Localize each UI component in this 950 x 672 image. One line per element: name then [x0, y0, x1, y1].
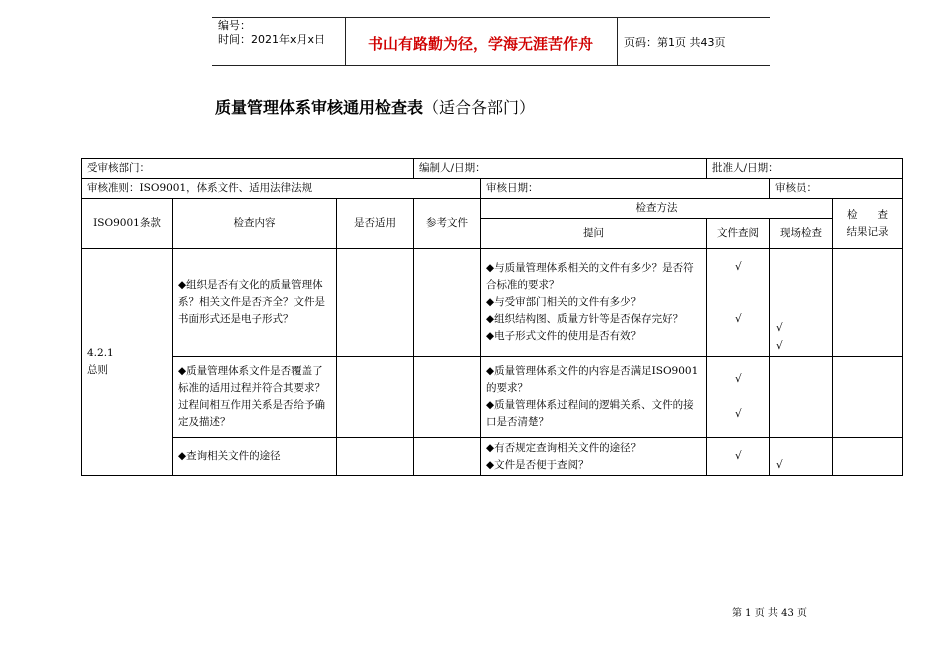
check-mark: [735, 294, 764, 312]
col-header-method: 检查方法: [481, 199, 833, 219]
question-cell: [481, 249, 707, 357]
clause-cell: [82, 249, 173, 476]
result-cell: [833, 249, 903, 357]
col-header-onsite: 现场检查: [770, 219, 833, 249]
audit-date-cell: 审核日期：: [481, 179, 770, 199]
check-content-cell: ◆查询相关文件的途径: [173, 438, 337, 476]
col-header-result-line1: 检 查: [847, 208, 889, 221]
check-mark: [735, 388, 764, 406]
check-mark: √: [735, 313, 742, 326]
check-mark: √: [776, 339, 783, 352]
check-content-cell: ◆组织是否有文化的质量管理体系？相关文件是否齐全？文件是书面形式还是电子形式？: [173, 249, 337, 357]
question-item: ◆质量管理体系文件的内容是否满足ISO9001的要求？: [486, 365, 699, 394]
col-header-content: 检查内容: [173, 199, 337, 249]
reference-cell: [414, 438, 481, 476]
check-mark: [735, 329, 764, 347]
check-mark: √: [735, 449, 742, 462]
header-divider-left: [345, 17, 346, 65]
reference-cell: [414, 249, 481, 357]
audited-department-cell: 受审核部门：: [82, 159, 414, 179]
check-mark: [735, 276, 764, 294]
check-mark: [776, 285, 827, 303]
check-mark: [776, 303, 827, 321]
page-number-label: 页码：第1页 共43页: [624, 36, 726, 49]
col-header-clause: ISO9001条款: [82, 199, 173, 249]
reference-cell: [414, 357, 481, 438]
col-header-question: 提问: [481, 219, 707, 249]
col-header-reference: 参考文件: [414, 199, 481, 249]
applicable-cell: [337, 438, 414, 476]
document-time-label: 时间：2021年x月x日: [218, 33, 326, 46]
page-title: [215, 95, 535, 118]
header-top-rule: [212, 17, 770, 18]
check-mark: [776, 250, 827, 268]
document-number-label: 编号：: [218, 19, 251, 32]
check-mark: √: [776, 322, 783, 334]
table-row: [82, 438, 903, 476]
check-mark: √: [735, 407, 742, 420]
col-header-doc-review: 文件查阅: [707, 219, 770, 249]
question-item: ◆电子形式文件的使用是否有效？: [486, 330, 642, 342]
col-header-result-line2: 结果记录: [846, 225, 889, 238]
applicable-cell: [337, 357, 414, 438]
result-cell: [833, 438, 903, 476]
check-mark: √: [735, 260, 742, 273]
table-row: [82, 357, 903, 438]
question-cell: [481, 357, 707, 438]
editor-date-cell: 编制人/日期：: [414, 159, 707, 179]
question-item: ◆质量管理体系过程间的逻辑关系、文件的接口是否清楚？: [486, 399, 694, 428]
auditor-cell: 审核员：: [770, 179, 903, 199]
col-header-result: [833, 199, 903, 249]
audit-criteria-cell: 审核准则：ISO9001，体系文件、适用法律法规: [82, 179, 481, 199]
table-row: [82, 249, 903, 357]
header-divider-right: [617, 17, 618, 65]
check-mark: [776, 268, 827, 286]
question-cell: [481, 438, 707, 476]
doc-review-cell: [707, 357, 770, 438]
question-item: ◆与受审部门相关的文件有多少？: [486, 296, 642, 308]
clause-number: 4.2.1: [87, 347, 114, 359]
onsite-cell: [770, 249, 833, 357]
question-item: ◆组织结构图、质量方针等是否保存完好？: [486, 313, 684, 325]
check-mark: √: [776, 458, 783, 471]
approver-date-cell: 批准人/日期：: [707, 159, 903, 179]
onsite-cell: [770, 438, 833, 476]
audit-checklist-table: [81, 158, 903, 476]
clause-name: 总则: [87, 364, 108, 376]
header-motto: 书山有路勤为径，学海无涯苦作舟: [368, 35, 594, 53]
doc-review-cell: [707, 249, 770, 357]
page-title-main: 质量管理体系审核通用检查表: [215, 98, 424, 117]
result-cell: [833, 357, 903, 438]
check-mark: √: [735, 372, 742, 385]
col-header-applicable: 是否适用: [337, 199, 414, 249]
header-bottom-rule: [212, 65, 770, 66]
applicable-cell: [337, 249, 414, 357]
check-content-cell: ◆质量管理体系文件是否覆盖了标准的适用过程并符合其要求？过程间相互作用关系是否给予确定及描述？: [173, 357, 337, 438]
question-item: ◆有否规定查询相关文件的途径？: [486, 441, 642, 454]
question-item: ◆文件是否便于查阅？: [486, 458, 589, 471]
check-mark: [776, 439, 827, 457]
doc-review-cell: [707, 438, 770, 476]
question-item: ◆与质量管理体系相关的文件有多少？是否符合标准的要求？: [486, 262, 694, 291]
onsite-cell: [770, 357, 833, 438]
page-footer: 第 1 页 共 43 页: [732, 608, 807, 619]
page-title-suffix: （适合各部门）: [423, 98, 536, 117]
